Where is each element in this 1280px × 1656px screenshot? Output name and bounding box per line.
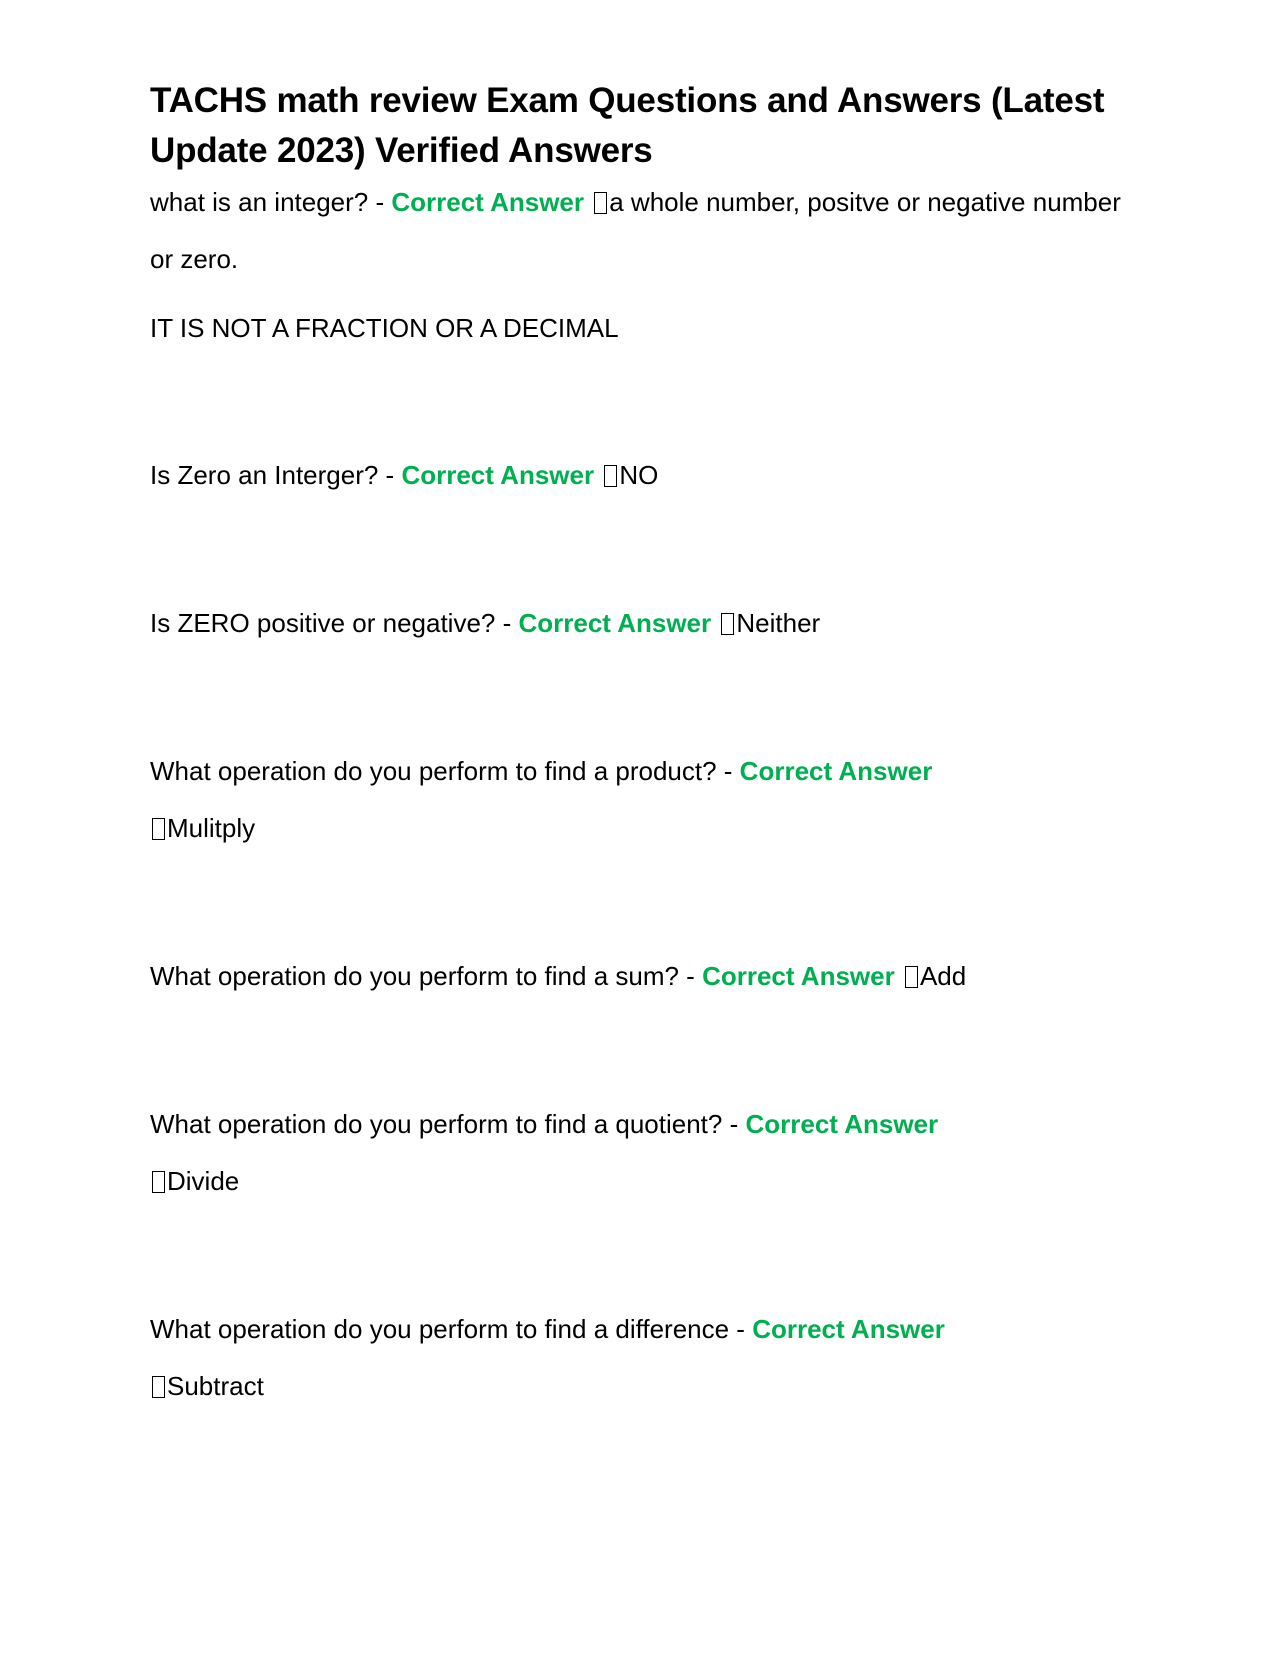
missing-glyph-box-icon — [152, 1376, 165, 1398]
correct-answer-label: Correct Answer — [739, 756, 933, 786]
question-text: What operation do you perform to find a product? - — [150, 756, 740, 786]
qa-item-zero-sign — [150, 595, 1130, 652]
answer-text: NO — [619, 460, 659, 490]
answer-note: IT IS NOT A FRACTION OR A DECIMAL — [150, 313, 619, 343]
correct-answer-label: Correct Answer — [401, 460, 595, 490]
question-text: Is Zero an Interger? - — [150, 460, 402, 490]
answer-text: Mulitply — [167, 813, 256, 843]
missing-glyph-box-icon — [152, 818, 165, 840]
qa-item-product — [150, 743, 1130, 857]
qa-item-integer — [150, 174, 1130, 288]
answer-text: Divide — [167, 1166, 240, 1196]
answer-text: a whole number, positve or negative number or zero. — [150, 187, 1121, 274]
question-text: What operation do you perform to find a quotient? - — [150, 1109, 746, 1139]
answer-text: Subtract — [167, 1371, 264, 1401]
missing-glyph-box-icon — [604, 465, 617, 487]
qa-item-difference — [150, 1301, 1130, 1415]
qa-item-zero-integer — [150, 447, 1130, 504]
qa-item-sum — [150, 948, 1130, 1005]
answer-text: Neither — [736, 608, 821, 638]
document-page — [150, 76, 1130, 1415]
missing-glyph-box-icon — [594, 192, 607, 214]
question-text: Is ZERO positive or negative? - — [150, 608, 519, 638]
document-title: TACHS math review Exam Questions and Answers (Latest Update 2023) Verified Answers — [150, 81, 1105, 170]
question-text: what is an integer? - — [150, 187, 392, 217]
missing-glyph-box-icon — [152, 1171, 165, 1193]
question-text: What operation do you perform to find a sum? - — [150, 961, 703, 991]
missing-glyph-box-icon — [721, 613, 734, 635]
correct-answer-label: Correct Answer — [702, 961, 895, 991]
missing-glyph-box-icon — [905, 966, 918, 988]
correct-answer-label: Correct Answer — [391, 187, 585, 217]
answer-text: Add — [919, 961, 967, 991]
correct-answer-label: Correct Answer — [518, 608, 712, 638]
correct-answer-label: Correct Answer — [752, 1314, 945, 1344]
correct-answer-label: Correct Answer — [745, 1109, 939, 1139]
qa-item-quotient — [150, 1096, 1130, 1210]
question-text: What operation do you perform to find a difference - — [150, 1314, 753, 1344]
